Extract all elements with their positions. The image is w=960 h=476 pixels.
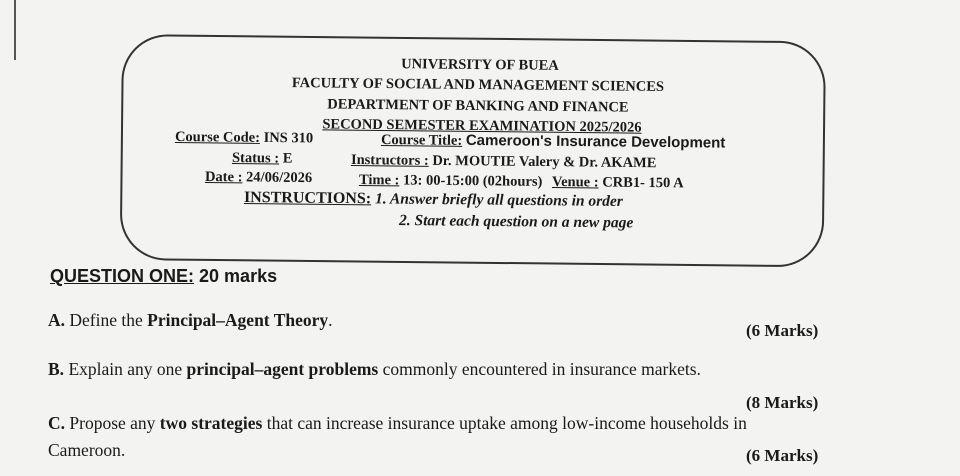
question-c-prefix: C. [48, 413, 66, 433]
course-title-row [381, 131, 726, 153]
date-row [205, 169, 312, 187]
course-code-row [175, 129, 313, 147]
status-label: Status : [231, 150, 280, 167]
exam-title: SECOND SEMESTER EXAMINATION 2025/2026 [322, 116, 642, 136]
venue-value: CRB1- 150 A [602, 174, 684, 192]
question-a-marks: (6 Marks) [746, 321, 819, 340]
question-a-text-1: Define the [69, 310, 143, 330]
question-c-bold: two strategies [159, 413, 263, 433]
instructions-label: INSTRUCTIONS: [243, 189, 372, 208]
time-value: 13: 00-15:00 (02hours) [402, 172, 543, 190]
question-c [48, 413, 747, 434]
date-label: Date : [204, 169, 243, 186]
venue-label: Venue : [551, 174, 599, 191]
faculty-name: FACULTY OF SOCIAL AND MANAGEMENT SCIENCES [291, 75, 665, 95]
question-c-text-2: that can increase insurance uptake among low-income households in [266, 413, 747, 433]
course-code-value: INS 310 [263, 129, 314, 147]
question-b [48, 359, 701, 380]
instructors-row [351, 152, 657, 172]
question-b-text-2: commonly encountered in insurance markets. [382, 359, 701, 379]
course-title-label: Course Title: [380, 132, 463, 149]
time-label: Time : [358, 172, 400, 189]
status-row [232, 150, 293, 168]
question-b-text-1: Explain any one [68, 359, 183, 379]
page-edge-line [14, 0, 16, 60]
university-name: UNIVERSITY OF BUEA [401, 56, 559, 74]
question-a-bold: Principal–Agent Theory [147, 310, 329, 330]
question-a-text-2: . [328, 310, 333, 330]
status-value: E [282, 150, 293, 167]
department-name: DEPARTMENT OF BANKING AND FINANCE [327, 96, 629, 116]
question-b-prefix: B. [48, 359, 65, 379]
instructors-label: Instructors : [350, 152, 429, 169]
course-title-value: Cameroon's Insurance Development [465, 131, 726, 152]
course-code-label: Course Code: [174, 129, 261, 146]
date-value: 24/06/2026 [245, 169, 313, 187]
question-a [48, 310, 333, 331]
instructors-value: Dr. MOUTIE Valery & Dr. AKAME [432, 152, 657, 172]
question-one-label: QUESTION ONE: [50, 266, 195, 286]
instruction-2: 2. Start each question on a new page [398, 212, 634, 232]
question-one-marks: 20 marks [199, 266, 278, 286]
question-c-text-1: Propose any [69, 413, 156, 433]
question-b-bold: principal–agent problems [186, 359, 379, 379]
question-a-prefix: A. [48, 310, 66, 330]
question-c-marks: (6 Marks) [746, 446, 819, 465]
question-one-title [50, 266, 277, 287]
question-c-continued: Cameroon. [48, 440, 126, 460]
time-venue-row [359, 172, 684, 192]
instruction-1: 1. Answer briefly all questions in order [374, 190, 623, 210]
question-b-marks: (8 Marks) [746, 393, 819, 412]
